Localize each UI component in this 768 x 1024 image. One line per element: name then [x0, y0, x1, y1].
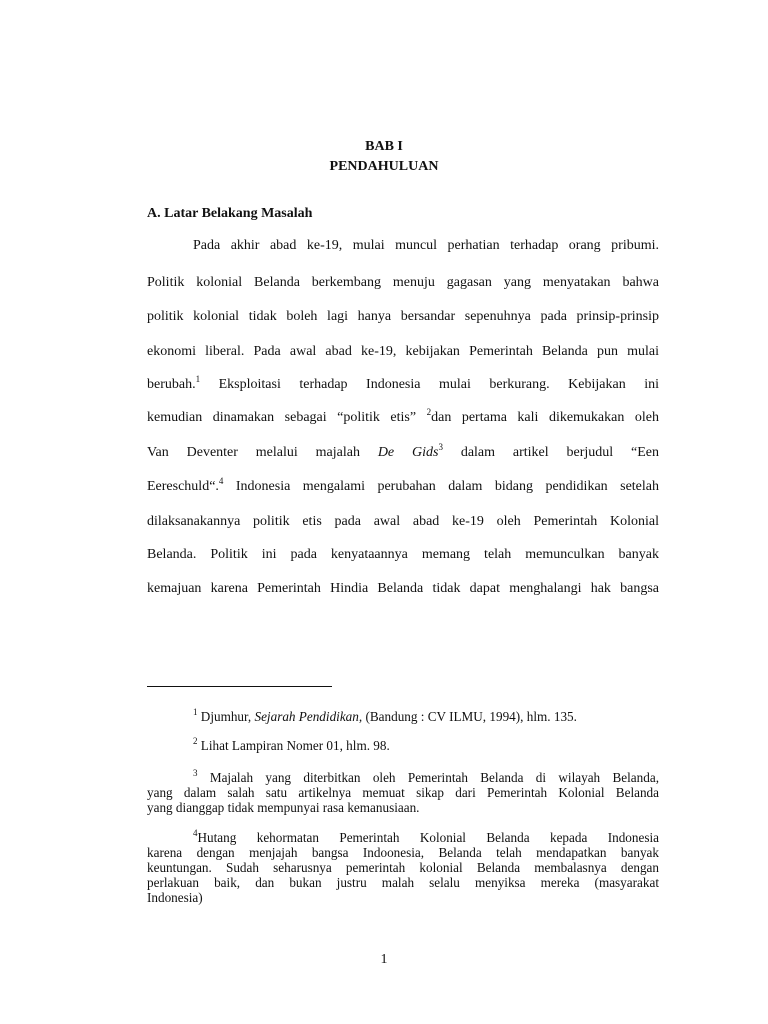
body-line-6: kemudian dinamakan sebagai “politik etis” $^2$dan pertama kali dikemukakan oleh [147, 407, 659, 425]
journal-title: De Gids [377, 445, 439, 460]
section-heading: A. Latar Belakang Masalah [147, 206, 313, 221]
page-number: 1 [380, 952, 388, 967]
footnote-ref-2: 2 [426, 407, 432, 417]
footnote-ref-4: 4 [218, 476, 224, 486]
body-line-11: kemajuan karena Pemerintah Hindia Belanda tidak dapat menghalangi hak bangsa [147, 581, 659, 596]
body-line-4: ekonomi liberal. Pada awal abad ke-19, kebijakan Pemerintah Belanda pun mulai [147, 344, 659, 359]
body-line-8: Eereschuld“.$^4$ Indonesia mengalami perubahan dalam bidang pendidikan setelah [147, 476, 659, 494]
chapter-title: PENDAHULUAN [329, 159, 439, 174]
body-line-5: berubah.$^1$ Eksploitasi terhadap Indonesia mulai berkurang. Kebijakan ini [147, 374, 659, 392]
footnote-1: $^1$ Djumhur, Sejarah Pendidikan, (Bandung : CV ILMU, 1994), hlm. 135. [193, 707, 577, 724]
body-line-2: Politik kolonial Belanda berkembang menuju gagasan yang menyatakan bahwa [147, 275, 659, 290]
body-line-7: Van Deventer melalui majalah De Gids$^3$ dalam artikel berjudul “Een [147, 442, 659, 460]
footnote-3: $^3$ Majalah yang diterbitkan oleh Pemerintah Belanda di wilayah Belanda, yang dalam salah satu artikelnya memuat sikap dari Pemerintah Kolonial Belanda yang dianggap tidak mempunyai rasa kemanusiaan. [147, 768, 659, 815]
chapter-number: BAB I [365, 139, 403, 154]
footnote-ref-3: 3 [438, 442, 443, 452]
footnote-2: $^2$ Lihat Lampiran Nomer 01, hlm. 98. [193, 736, 390, 753]
footnote-ref-1: 1 [195, 374, 201, 384]
body-line-3: politik kolonial tidak boleh lagi hanya bersandar sepenuhnya pada prinsip-prinsip [147, 309, 659, 324]
body-line-1: Pada akhir abad ke-19, mulai muncul perhatian terhadap orang pribumi. [193, 238, 659, 253]
body-line-10: Belanda. Politik ini pada kenyataannya memang telah memunculkan banyak [147, 547, 659, 562]
footnote-4: $^4$Hutang kehormatan Pemerintah Kolonial Belanda kepada Indonesia karena dengan menjajah bangsa Indoonesia, Belanda telah mendapatkan banyak keuntungan. Sudah seharusnya pemerintah kolonial Belanda membalasnya dengan perlakuan baik, dan bukan justru malah selalu menyiksa mereka (masyarakat Indonesia) [147, 828, 659, 905]
footnote-separator [147, 686, 332, 687]
body-line-9: dilaksanakannya politik etis pada awal abad ke-19 oleh Pemerintah Kolonial [147, 514, 659, 529]
